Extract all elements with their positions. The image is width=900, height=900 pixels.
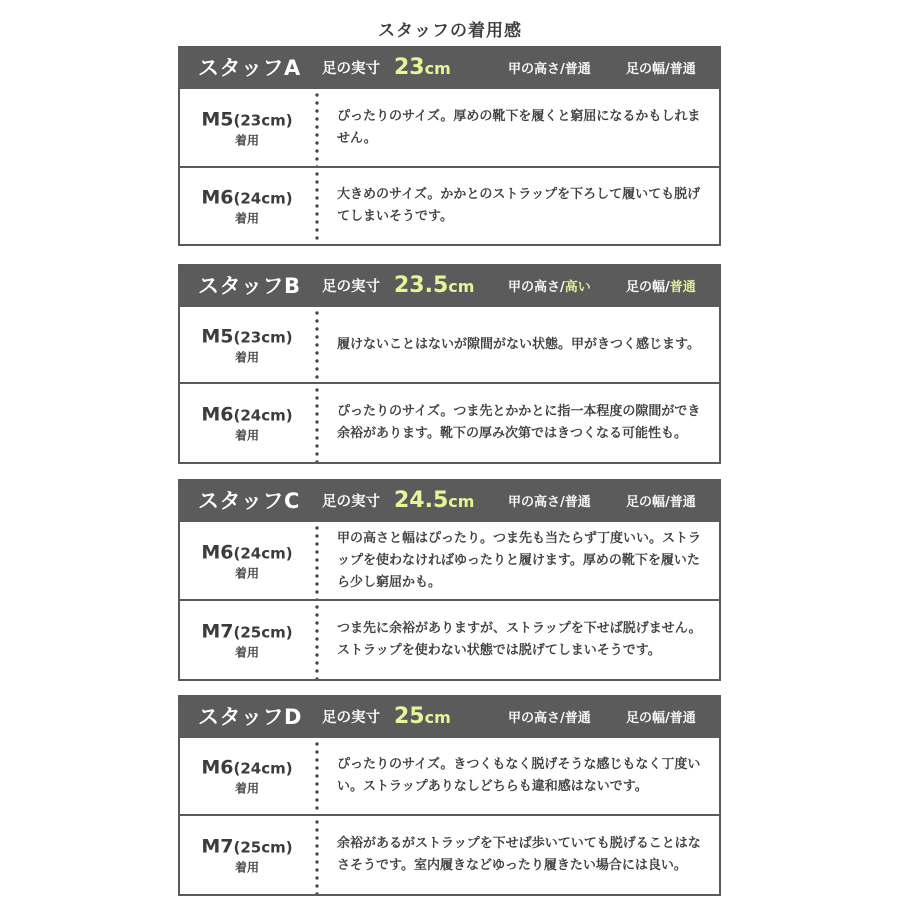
fit-comment: ぴったりのサイズ。厚めの靴下を履くと窮屈になるかもしれません。 [337,108,701,146]
foot-width: 足の幅/普通 [626,62,696,77]
foot-length-value: 24.5cm [394,488,475,513]
size-label: M6(24cm) [201,541,293,563]
dotted-divider [315,738,319,814]
size-row [180,599,719,679]
size-cell [180,522,314,599]
page-title: スタッフの着用感 [378,21,522,41]
wearing-label: 着用 [234,860,259,875]
foot-width: 足の幅/普通 [626,280,696,295]
foot-length-label: 足の実寸 [322,710,380,726]
staff-header [180,266,719,307]
foot-length-value: 25cm [394,704,451,729]
staff-name: スタッフC [198,489,300,513]
foot-width: 足の幅/普通 [626,495,696,510]
foot-length-label: 足の実寸 [322,279,380,295]
size-row [180,307,719,382]
size-row [180,738,719,814]
dotted-divider [315,89,319,166]
dotted-divider [315,601,319,679]
size-label: M5(23cm) [201,108,293,130]
size-cell [180,307,314,382]
fit-comment: ぴったりのサイズ。きつくもなく脱げそうな感じもなく丁度いい。ストラップありなしどちらも違和感はないです。 [337,757,701,794]
wearing-label: 着用 [234,645,259,660]
dotted-divider [315,384,319,462]
wearing-label: 着用 [234,211,259,226]
staff-card-b [178,264,721,464]
size-cell [180,89,314,166]
size-label: M6(24cm) [201,756,293,779]
staff-card-d [178,695,721,896]
staff-header [180,48,719,89]
wearing-label: 着用 [234,781,259,796]
dotted-divider [315,816,319,894]
dotted-divider [315,307,319,382]
size-row [180,522,719,599]
size-label: M7(25cm) [201,620,293,643]
staff-header [180,481,719,522]
staff-name: スタッフB [198,274,301,298]
dotted-divider [315,522,319,599]
staff-card-a [178,46,721,246]
size-row [180,166,719,244]
size-row [180,89,719,166]
fit-comment: 甲の高さと幅はぴったり。つま先も当たらず丁度いい。ストラップを使わなければゆったりと履けます。厚めの靴下を履いたら少し窮屈かも。 [337,530,702,590]
dotted-divider [315,168,319,244]
size-cell [180,601,314,679]
staff-header [180,697,719,738]
size-label: M5(23cm) [201,325,293,347]
wearing-label: 着用 [234,566,259,580]
size-label: M7(25cm) [201,835,293,858]
wearing-label: 着用 [234,350,259,364]
fit-comment: ぴったりのサイズ。つま先とかかとに指一本程度の隙間ができ余裕があります。靴下の厚み次第ではきつくなる可能性も。 [337,404,701,441]
staff-card-c [178,479,721,681]
fit-comment: 履けないことはないが隙間がない状態。甲がきつく感じます。 [337,336,700,352]
fit-comment: 大きめのサイズ。かかとのストラップを下ろして履いても脱げてしまいそうです。 [337,187,701,224]
staff-name: スタッフA [198,56,301,80]
wearing-label: 着用 [234,133,259,147]
size-label: M6(24cm) [201,186,293,209]
foot-length-label: 足の実寸 [322,494,380,510]
foot-length-value: 23.5cm [394,273,475,298]
foot-length-label: 足の実寸 [322,61,380,77]
size-cell [180,384,314,462]
instep-height: 甲の高さ/普通 [508,62,591,77]
size-label: M6(24cm) [201,403,293,426]
size-cell [180,816,314,894]
instep-height: 甲の高さ/普通 [508,711,591,726]
instep-height: 甲の高さ/高い [508,280,591,295]
size-cell [180,738,314,814]
instep-height: 甲の高さ/普通 [508,495,591,510]
wearing-label: 着用 [234,428,259,443]
fit-comment: つま先に余裕がありますが、ストラップを下せば脱げません。ストラップを使わない状態では脱げてしまいそうです。 [337,621,702,658]
foot-length-value: 23cm [394,55,451,80]
size-row [180,382,719,462]
size-row [180,814,719,894]
fit-comment: 余裕があるがストラップを下せば歩いていても脱げることはなさそうです。室内履きなどゆったり履きたい場合には良い。 [337,836,701,873]
size-cell [180,168,314,244]
staff-name: スタッフD [198,705,302,729]
foot-width: 足の幅/普通 [626,711,696,726]
